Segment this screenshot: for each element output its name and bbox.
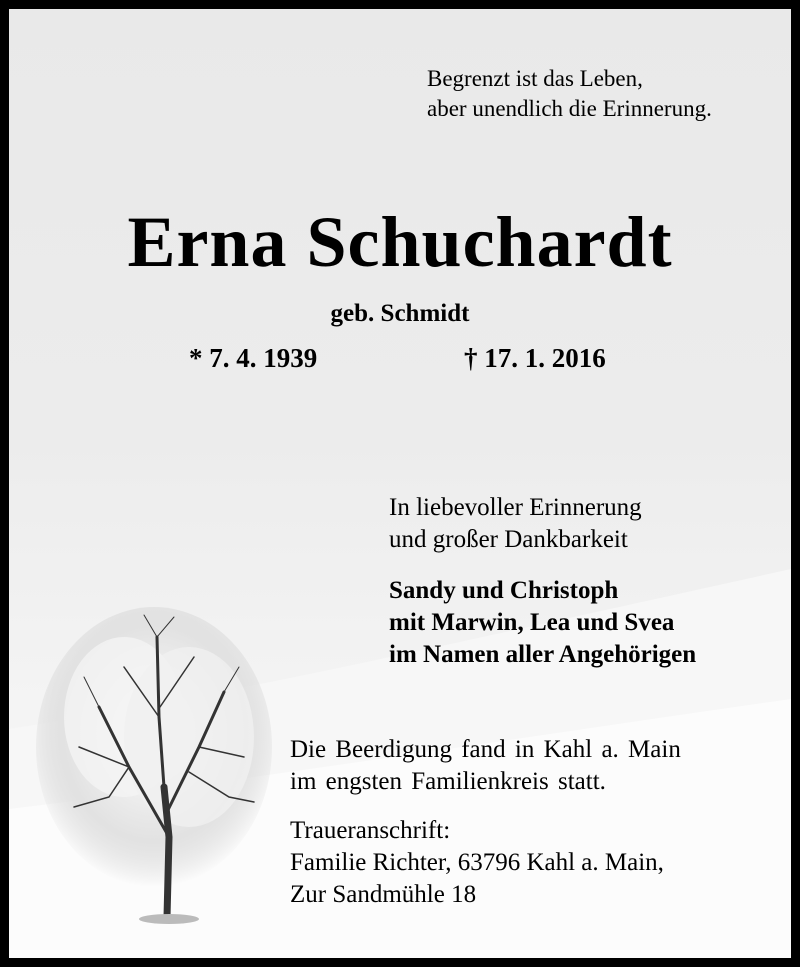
motto-line-1: Begrenzt ist das Leben, bbox=[427, 66, 643, 91]
address-label: Traueranschrift: bbox=[290, 817, 451, 844]
mourning-address bbox=[290, 815, 664, 911]
memory-text bbox=[389, 492, 642, 556]
snowy-tree-icon bbox=[29, 597, 279, 927]
mourners-line-1: Sandy und Christoph bbox=[389, 577, 619, 604]
death-date: † 17. 1. 2016 bbox=[464, 343, 606, 373]
mourners-line-3: im Namen aller Angehörigen bbox=[389, 641, 697, 668]
motto bbox=[427, 64, 712, 124]
funeral-line-2: im engsten Familienkreis statt. bbox=[290, 768, 606, 795]
motto-line-2: aber unendlich die Erinnerung. bbox=[427, 96, 712, 121]
deceased-name: Erna Schuchardt bbox=[127, 202, 673, 282]
address-line-1: Familie Richter, 63796 Kahl a. Main, bbox=[290, 849, 664, 876]
mourners-line-2: mit Marwin, Lea und Svea bbox=[389, 609, 675, 636]
memory-line-1: In liebevoller Erinnerung bbox=[389, 494, 642, 521]
birth-date: * 7. 4. 1939 bbox=[189, 343, 318, 373]
birth-name: geb. Schmidt bbox=[330, 300, 470, 327]
address-line-2: Zur Sandmühle 18 bbox=[290, 881, 477, 908]
memory-line-2: und großer Dankbarkeit bbox=[389, 526, 628, 553]
funeral-line-1: Die Beerdigung fand in Kahl a. Main bbox=[290, 736, 681, 763]
funeral-notice bbox=[290, 734, 681, 798]
mourners bbox=[389, 575, 696, 671]
